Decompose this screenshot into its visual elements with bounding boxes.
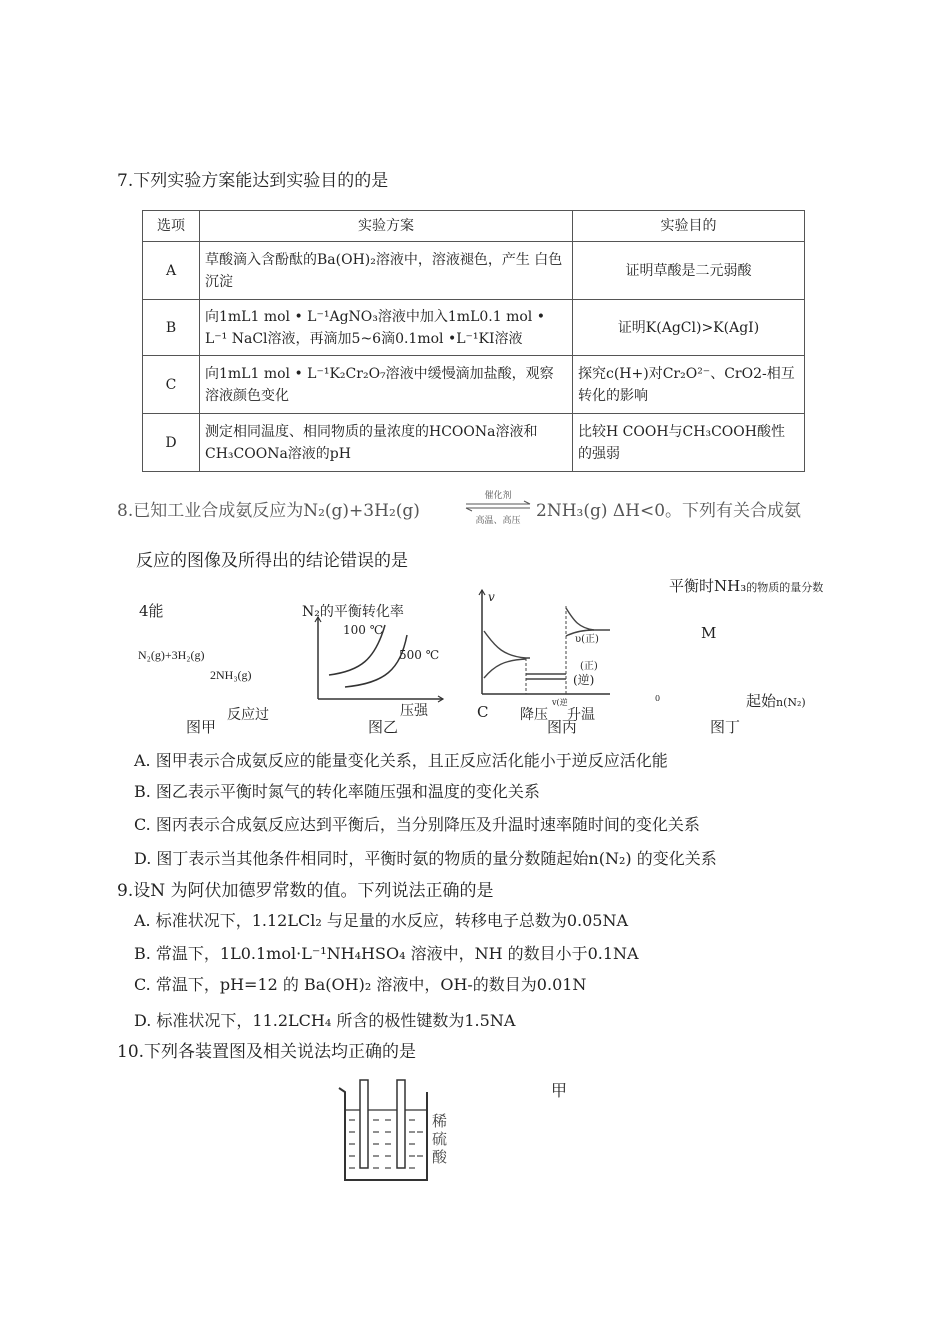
fig-ding-caption: 图丁 bbox=[710, 718, 741, 736]
table-cell-plan: 测定相同温度、相同物质的量浓度的HCOONa溶液和 CH₃COONa溶液的pH bbox=[200, 414, 573, 472]
q9-stem: 9.设N 为阿伏加德罗常数的值。下列说法正确的是 bbox=[117, 881, 494, 901]
fig-jia-reactants: N₂(g)+3H₂(g) bbox=[138, 648, 205, 662]
fig-bing-curve-reverse bbox=[484, 659, 526, 678]
beaker-outline bbox=[339, 1088, 427, 1180]
fig-bing-curve-upper bbox=[566, 608, 610, 630]
fig-bing-label-ni: (逆) bbox=[573, 673, 595, 687]
q8-arrow-bottom: 高温、高压 bbox=[475, 516, 521, 526]
table-cell-plan: 向1mL1 mol • L⁻¹AgNO₃溶液中加入1mL0.1 mol • L⁻¹ NaCl溶液，再滴加5~6滴0.1mol •L⁻¹KI溶液 bbox=[200, 300, 573, 356]
fig-yi-xlabel: 压强 bbox=[400, 703, 428, 719]
table-cell-option: B bbox=[143, 300, 200, 356]
fig-ding-origin: 0 bbox=[655, 694, 661, 703]
equilibrium-arrow-icon bbox=[464, 500, 532, 512]
table-cell-option: C bbox=[143, 356, 200, 414]
q8-option-c: C. 图丙表示合成氨反应达到平衡后，当分别降压及升温时速率随时间的变化关系 bbox=[134, 815, 700, 834]
table-cell-goal: 探究c(H+)对Cr₂O²⁻、CrO2-相互 转化的影响 bbox=[573, 356, 805, 414]
fig-bing-ylabel: v bbox=[488, 590, 495, 604]
table-cell-option: D bbox=[143, 414, 200, 472]
fig-jia-caption: 图甲 bbox=[186, 718, 217, 736]
fig-bing-label-zheng2: (正) bbox=[580, 661, 598, 672]
table-row bbox=[143, 300, 805, 356]
q9-option-b: B. 常温下，1L0.1mol·L⁻¹NH₄HSO₄ 溶液中，NH 的数目小于0.1NA bbox=[134, 944, 639, 963]
table-cell-plan: 向1mL1 mol • L⁻¹K₂Cr₂O₇溶液中缓慢滴加盐酸，观察 溶液颜色变化 bbox=[200, 356, 573, 414]
fig-ding-xlabel-small: n(N₂) bbox=[776, 696, 806, 709]
electrode-left bbox=[360, 1080, 368, 1168]
q8-option-d: D. 图丁表示当其他条件相同时，平衡时氨的物质的量分数随起始n(N₂) 的变化关系 bbox=[134, 849, 717, 868]
table-header: 实验方案 bbox=[200, 211, 573, 242]
electrode-right bbox=[397, 1080, 405, 1168]
q9-option-c: C. 常温下，pH=12 的 Ba(OH)₂ 溶液中，OH-的数目为0.01N bbox=[134, 975, 587, 994]
q9-option-a: A. 标准状况下，1.12LCl₂ 与足量的水反应，转移电子总数为0.05NA bbox=[134, 911, 629, 930]
fig-bing-caption: 图丙 bbox=[547, 718, 578, 736]
q8-stem-left: 8.已知工业合成氨反应为N₂(g)+3H₂(g) bbox=[117, 501, 420, 521]
q8-stem-right: 2NH₃(g) ΔH<0。下列有关合成氨 bbox=[536, 501, 802, 521]
table-row bbox=[143, 356, 805, 414]
table-cell-option: A bbox=[143, 242, 200, 300]
fig-bing-label-vni: v(逆 bbox=[552, 698, 568, 707]
fig-ding-title-main: 平衡时NH₃ bbox=[669, 577, 747, 595]
q8-option-b: B. 图乙表示平衡时氮气的转化率随压强和温度的变化关系 bbox=[134, 782, 540, 801]
fig-jia-ylabel: 4能 bbox=[139, 602, 164, 620]
fig-yi-caption: 图乙 bbox=[368, 718, 399, 736]
q9-option-d: D. 标准状况下，11.2LCH₄ 所含的极性键数为1.5NA bbox=[134, 1011, 516, 1030]
table-row bbox=[143, 242, 805, 300]
table-row bbox=[143, 414, 805, 472]
experiment-table bbox=[142, 210, 805, 472]
fig-bing-x2: 升温 bbox=[567, 707, 595, 723]
beaker-label: 稀硫酸 bbox=[432, 1112, 448, 1166]
fig-jia-product: 2NH₃(g) bbox=[210, 668, 252, 682]
q8-arrow-top: 催化剂 bbox=[484, 491, 512, 501]
fig-ding-title-small: 的物质的量分数 bbox=[746, 581, 824, 594]
fig-bing-label-zheng1: υ(正) bbox=[575, 634, 599, 645]
table-cell-plan: 草酸滴入含酚酞的Ba(OH)₂溶液中，溶液褪色，产生 白色沉淀 bbox=[200, 242, 573, 300]
fig-yi-label-500: 500 ℃ bbox=[399, 648, 440, 662]
fig-yi-curve-500 bbox=[345, 635, 407, 687]
q10-stem: 10.下列各装置图及相关说法均正确的是 bbox=[117, 1042, 417, 1062]
table-cell-goal: 比较H COOH与CH₃COOH酸性 的强弱 bbox=[573, 414, 805, 472]
table-cell-goal: 证明K(AgCl)>K(AgI) bbox=[573, 300, 805, 356]
table-header: 实验目的 bbox=[573, 211, 805, 242]
table-cell-goal: 证明草酸是二元弱酸 bbox=[573, 242, 805, 300]
fig-jia-xlabel: 反应过 bbox=[227, 707, 269, 723]
fig-yi-label-100: 100 ℃ bbox=[343, 623, 384, 637]
table-header: 选项 bbox=[143, 211, 200, 242]
fig-bing-origin: C bbox=[477, 703, 489, 721]
table-header-row bbox=[143, 211, 805, 242]
fig-bing-x1: 降压 bbox=[520, 707, 548, 723]
fig-bing-chart bbox=[474, 586, 614, 706]
fig-ding-xlabel bbox=[746, 690, 806, 711]
fig-ding-title bbox=[669, 575, 823, 596]
q8-option-a: A. 图甲表示合成氨反应的能量变化关系，且正反应活化能小于逆反应活化能 bbox=[134, 751, 668, 770]
fig-yi-title-text: N₂的平衡转化率 bbox=[302, 604, 404, 620]
fig-ding-xlabel-main: 起始 bbox=[746, 692, 777, 710]
q10-label-jia: 甲 bbox=[551, 1081, 568, 1100]
fig-bing-curve-forward bbox=[484, 631, 530, 658]
q7-stem: 7.下列实验方案能达到实验目的的是 bbox=[117, 171, 389, 191]
q8-stem2: 反应的图像及所得出的结论错误的是 bbox=[136, 551, 408, 571]
fig-ding-point-m: M bbox=[701, 624, 717, 642]
